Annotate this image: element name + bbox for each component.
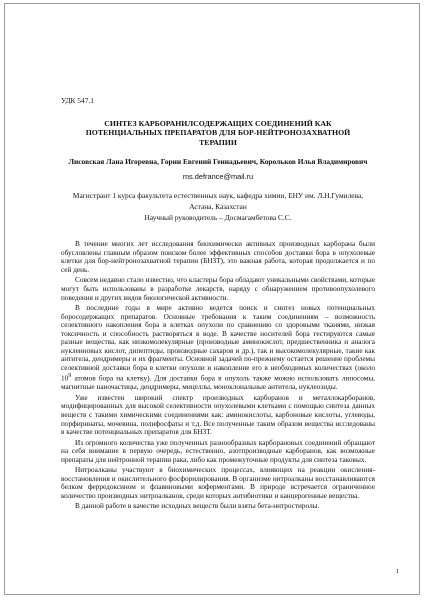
paragraph-4: Уже известен широкий спектр производных карборанов и металлокарборанов, модифицированных для высокой селективности опухолевыми клетками с помощью синтеза данных веществ с такими химическими соединениями как: аминокислоты, карбоновые кислоты, углеводы, порфиринаты, мочевина, полифосфаты и т.д. Все полученные таким образом вещества исследованы в качестве потенциальных препаратов для БНЗТ. bbox=[61, 393, 375, 437]
article-title: СИНТЕЗ КАРБОРАНИЛСОДЕРЖАЩИХ СОЕДИНЕНИЙ КАК ПОТЕНЦИАЛЬНЫХ ПРЕПАРАТОВ ДЛЯ БОР-НЕЙТРОНОЗАХВАТНОЙ ТЕРАПИИ bbox=[85, 119, 351, 147]
authors: Лисовская Лана Игоревна, Горин Евгений Геннадьевич, Корольков Илья Владимирович bbox=[68, 157, 368, 167]
paragraph-5: Из огромного количества уже полученных разнообразных карборановых соединений обращают на себя внимание в первую очередь, естественно, азотпроизводные карборанов, как возможные препараты для нейтронной терапии рака, либо как промежуточные продукты для синтеза таковых. bbox=[61, 438, 375, 464]
affiliation-line-1: Магистрант 1 курса факультета естественных наук, кафедра химии, ЕНУ им. Л.Н.Гумилева, bbox=[72, 191, 364, 201]
document-page bbox=[4, 3, 420, 595]
paragraph-3-end: атомов бора на клетку). Для доставки бора в опухоль также можно использовать липосомы, магнитные наночастицы, дендримеры, мицеллы, моноклональные антитела, нуклеозиды. bbox=[61, 374, 375, 392]
article-body bbox=[61, 240, 375, 511]
paragraph-2: Совсем недавно стало известно, что кластеры бора обладают уникальными свойствами, которые могут быть использованы в разработке лекарств, наряду с обнаружением противоопухолевого поведения и других видов биологической активности. bbox=[61, 276, 375, 302]
supervisor: Научный руководитель – Досмагамбетова С.С. bbox=[144, 213, 292, 223]
paragraph-1: В течение многих лет исследования биохимически активных производных карборана были обусловлены главным образом поиском более эффективных способов доставки бора в опухолевые клетки для бор-нейтронозахватной терапии (БНЗТ), это важная работа, которая продолжается и по сей день. bbox=[61, 240, 375, 274]
udk-code: УДК 547.1 bbox=[61, 96, 94, 105]
author-email: ms.defrance@mail.ru bbox=[182, 172, 254, 182]
affiliation-line-2: Астана, Казахстан bbox=[189, 202, 247, 212]
paragraph-6: Нитроалканы участвуют в биохимических процессах, влияющих на реакции окисления-восстановления и окислительного фосфорилирования. В организме нитроалканы восстанавливаются белком ферредоксином и флавиновыми коферментами. В природе встречается ограниченное количество производных нитроалканов, среди которых антибиотики и канцерогенные вещества. bbox=[61, 466, 375, 500]
page-number: 1 bbox=[395, 568, 399, 575]
page-content bbox=[61, 96, 375, 513]
power-base: 10 bbox=[61, 374, 69, 383]
paragraph-3 bbox=[61, 304, 375, 392]
paragraph-3-text: В последние годы в мире активно ведется поиск и синтез новых потенциальных боросодержащих препаратов. Основные требования к таким соединениям – возможность селективного накопления бора в клетках опухоли по сравнению со здоровыми тканями, низкая токсичность и способность растворяться в воде. В качестве носителей бора тестируются самые разные вещества, как низкомолекулярные (производные аминокислот, предшественника и аналога нуклеиновых кислот, дипептиды, производные сахаров и др.), так и высокомолекулярные, такие как антитела, дендримеры и их фрагменты. Основной задачей по-прежнему остается решение проблемы селективной доставки бора в клетки опухоли и накопление его в необходимых количествах (около bbox=[61, 304, 375, 372]
power-exponent: 9 bbox=[68, 373, 72, 380]
paragraph-7: В данной работе в качестве исходных веществ были взяты бета-нитростиролы. bbox=[75, 502, 320, 511]
